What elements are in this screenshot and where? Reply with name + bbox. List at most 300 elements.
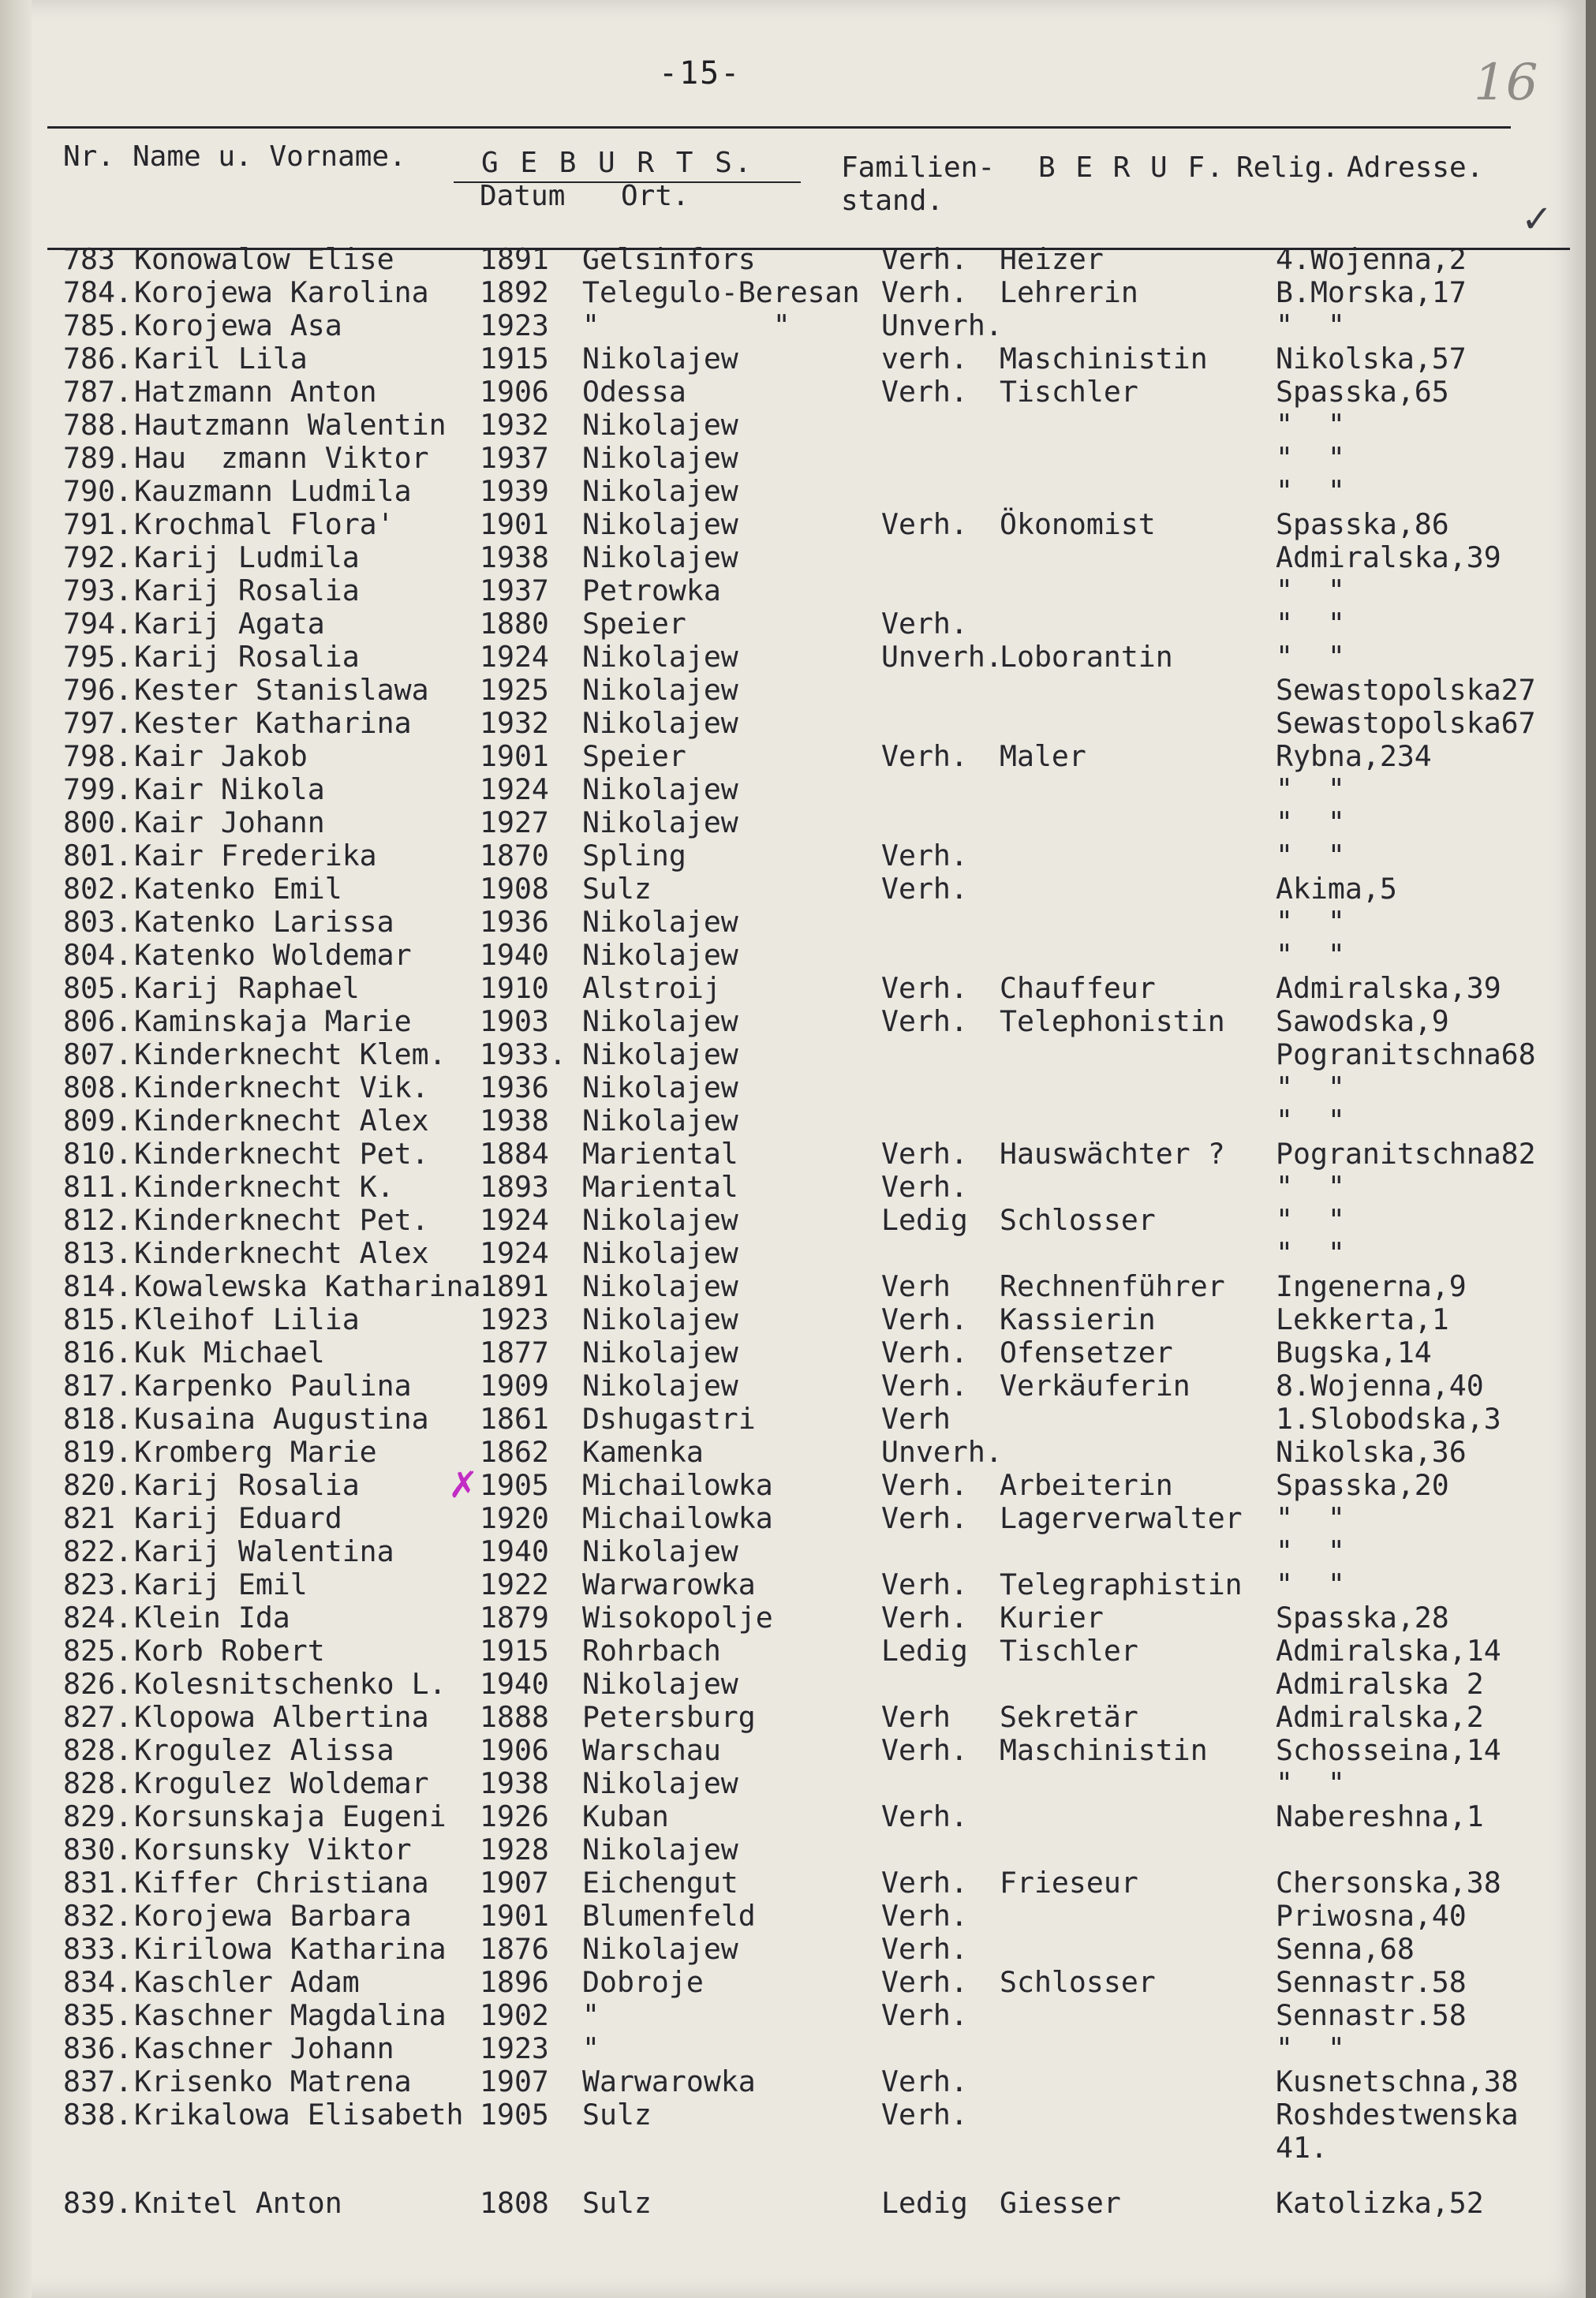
table-row [0,1104,1586,1138]
entry-name: Klein Ida [134,1601,290,1635]
entry-name: Korb Robert [134,1634,325,1668]
table-row [0,607,1586,641]
entry-address: Spasska,28 [1276,1601,1449,1635]
entry-number: 838. [63,2098,133,2132]
entry-family-status: Verh. [881,739,968,773]
entry-birth-year: 1926 [480,1799,549,1833]
entry-birth-place: Nikolajew [582,1336,738,1369]
entry-name: Korsunsky Viktor [134,1833,412,1866]
table-row [0,376,1586,409]
entry-name: Karij Rosalia [134,574,360,607]
entry-profession: Heizer [1000,242,1104,276]
table-row [0,1436,1586,1469]
entry-profession: Schlosser [1000,1965,1156,1999]
entry-birth-year: 1932 [480,408,549,442]
table-row [0,1005,1586,1038]
entry-profession: Kassierin [1000,1302,1156,1336]
table-row [0,839,1586,872]
entry-name: Kinderknecht Pet. [134,1137,429,1171]
entry-address: " " [1276,308,1345,342]
entry-number: 813. [63,1236,133,1270]
entry-name: Kinderknecht Alex [134,1236,429,1270]
entry-family-status: Verh. [881,1733,968,1767]
entry-number: 815. [63,1302,133,1336]
entry-address: Ingenerna,9 [1276,1269,1467,1303]
table-row [0,1635,1586,1668]
entry-family-status: Verh [881,1402,951,1436]
table-row [0,1270,1586,1303]
entry-address: " " [1276,805,1345,839]
entry-family-status: Verh. [881,1137,968,1171]
entry-birth-place: Kuban [582,1799,669,1833]
entry-birth-place: Nikolajew [582,1071,738,1104]
entry-birth-year: 1925 [480,673,549,707]
entry-address: Pogranitschna68 [1276,1037,1536,1071]
table-row [0,276,1586,309]
entry-name: Krogulez Alissa [134,1733,394,1767]
entry-number: 825. [63,1634,133,1668]
table-row [0,1866,1586,1900]
entry-profession: Lehrerin [1000,275,1138,309]
table-row [0,541,1586,574]
entry-number: 822. [63,1534,133,1568]
entry-address: " " [1276,441,1345,475]
entry-family-status: Verh. [881,1601,968,1635]
entry-birth-year: 1884 [480,1137,549,1171]
entry-family-status: Unverh. [881,308,1003,342]
table-row [0,1833,1586,1866]
entry-birth-year: 1908 [480,872,549,906]
entry-birth-place: Nikolajew [582,1369,738,1403]
entry-profession: Rechnenführer [1000,1269,1225,1303]
table-row [0,740,1586,773]
entry-number: 792. [63,540,133,574]
entry-name: Krochmal Flora' [134,507,394,541]
entry-address: 8.Wojenna,40 [1276,1369,1484,1403]
entry-birth-place: Speier [582,607,686,641]
entry-profession: Schlosser [1000,1203,1156,1237]
page-edge-shadow [1586,0,1596,2298]
entry-birth-year: 1901 [480,507,549,541]
entry-name: Karpenko Paulina [134,1369,412,1403]
entry-birth-place: " [582,1998,600,2032]
entry-name: Kaschner Magdalina [134,1998,447,2032]
entry-birth-place: Telegulo-Beresan [582,275,860,309]
table-row [0,1138,1586,1171]
entry-birth-year: 1922 [480,1567,549,1601]
entry-profession: Tischler [1000,375,1138,409]
entry-family-status: Verh. [881,275,968,309]
entry-number: 823. [63,1567,133,1601]
entry-number: 818. [63,1402,133,1436]
entry-number: 800. [63,805,133,839]
entry-birth-place: Petersburg [582,1700,756,1734]
entry-family-status: Verh [881,1700,951,1734]
table-row [0,1734,1586,1767]
entry-family-status: Verh. [881,1170,968,1204]
table-row [0,1701,1586,1734]
entry-address: " " [1276,1501,1345,1535]
pink-annotation-mark: ✗ [448,1463,479,1506]
entry-family-status: Unverh. [881,640,1003,674]
page-number: -15- [659,55,742,92]
entry-number: 783 [63,242,115,276]
entry-number: 836. [63,2031,133,2065]
entry-address: Rybna,234 [1276,739,1432,773]
entry-birth-place: Odessa [582,375,686,409]
table-row [0,939,1586,972]
entry-birth-year: 1937 [480,441,549,475]
header-adresse: Adresse. [1347,151,1484,184]
entry-address: Bugska,14 [1276,1336,1432,1369]
table-row [0,1403,1586,1436]
entry-family-status: Verh. [881,1799,968,1833]
table-row [0,773,1586,806]
entry-number: 790. [63,474,133,508]
entry-birth-place: Michailowka [582,1468,773,1502]
entry-number: 829. [63,1799,133,1833]
header-name: Name u. Vorname. [133,140,406,173]
entry-name: Korsunskaja Eugeni [134,1799,447,1833]
entry-birth-year: 1938 [480,1766,549,1800]
entry-birth-year: 1923 [480,308,549,342]
entry-name: Kair Jakob [134,739,308,773]
entry-name: Krisenko Matrena [134,2064,412,2098]
entry-birth-year: 1905 [480,2098,549,2132]
entry-address: " " [1276,640,1345,674]
entry-address: Sewastopolska27 [1276,673,1536,707]
entry-birth-place: Warschau [582,1733,721,1767]
entry-family-status: Verh. [881,1468,968,1502]
entry-name: Kinderknecht Alex [134,1104,429,1138]
entry-name: Klopowa Albertina [134,1700,429,1734]
entry-name: Hautzmann Walentin [134,408,447,442]
entry-name: Korojewa Barbara [134,1899,412,1933]
entry-birth-place: Nikolajew [582,1269,738,1303]
entry-birth-place: Michailowka [582,1501,773,1535]
entry-number: 803. [63,905,133,939]
entry-name: Kromberg Marie [134,1435,377,1469]
entry-address: " " [1276,607,1345,641]
entry-number: 799. [63,772,133,806]
table-row [0,243,1586,276]
entry-number: 805. [63,971,133,1005]
table-row [0,1568,1586,1601]
entry-number: 835. [63,1998,133,2032]
entry-address: " " [1276,574,1345,607]
table-row [0,806,1586,839]
table-row [0,1767,1586,1800]
entry-profession: Ökonomist [1000,507,1156,541]
entry-birth-place: Nikolajew [582,640,738,674]
table-row [0,2132,1586,2165]
entry-number: 787. [63,375,133,409]
entry-name: Kinderknecht Vik. [134,1071,429,1104]
entry-number: 817. [63,1369,133,1403]
entry-birth-year: 1940 [480,1667,549,1701]
entry-birth-year: 1924 [480,1236,549,1270]
entry-birth-place: " [582,2031,600,2065]
entry-number: 795. [63,640,133,674]
entry-birth-place: Nikolajew [582,342,738,376]
entry-birth-place: Nikolajew [582,1037,738,1071]
entry-family-status: Verh. [881,1998,968,2032]
entry-name: Korojewa Karolina [134,275,429,309]
entry-birth-year: 1938 [480,540,549,574]
entry-address: " " [1276,905,1345,939]
entry-number: 804. [63,938,133,972]
table-row [0,1933,1586,1966]
entry-family-status: Verh. [881,1336,968,1369]
table-row [0,2098,1586,2132]
entry-family-status: Verh. [881,1302,968,1336]
entry-name: Kinderknecht K. [134,1170,394,1204]
entry-family-status: Ledig [881,1203,968,1237]
entry-birth-place: Sulz [582,2098,652,2132]
entry-number: 789. [63,441,133,475]
entry-name: Korojewa Asa [134,308,342,342]
entry-address: " " [1276,1170,1345,1204]
entry-address: " " [1276,2031,1345,2065]
entry-name: Kester Stanislawa [134,673,429,707]
entry-family-status: Ledig [881,2186,968,2220]
entry-profession: Frieseur [1000,1866,1138,1900]
entry-address: Lekkerta,1 [1276,1302,1449,1336]
entry-birth-place: Nikolajew [582,905,738,939]
entry-birth-place: Nikolajew [582,408,738,442]
entry-name: Kirilowa Katharina [134,1932,447,1966]
entry-birth-year: 1939 [480,474,549,508]
entry-address: 4.Wojenna,2 [1276,242,1467,276]
entry-number: 820. [63,1468,133,1502]
entry-number: 821 [63,1501,115,1535]
entry-birth-place: Mariental [582,1170,738,1204]
entry-birth-place: Nikolajew [582,706,738,740]
entry-birth-year: 1861 [480,1402,549,1436]
entry-number: 796. [63,673,133,707]
entry-birth-year: 1901 [480,1899,549,1933]
entry-profession: Sekretär [1000,1700,1138,1734]
entry-number: 839. [63,2186,133,2220]
table-row [0,906,1586,939]
entry-name: Karij Emil [134,1567,308,1601]
entry-number: 828. [63,1766,133,1800]
entry-address: Katolizka,52 [1276,2186,1484,2220]
entry-number: 793. [63,574,133,607]
header-ort: Ort. [621,180,690,212]
entry-birth-place: Speier [582,739,686,773]
entry-address: " " [1276,1766,1345,1800]
entry-birth-place: Kamenka [582,1435,704,1469]
entry-profession: Hauswächter ? [1000,1137,1225,1171]
entry-family-status: Verh. [881,1899,968,1933]
entry-profession: Maschinistin [1000,1733,1208,1767]
entry-number: 801. [63,839,133,872]
entry-birth-place: Nikolajew [582,441,738,475]
entry-birth-year: 1940 [480,1534,549,1568]
entry-number: 809. [63,1104,133,1138]
entry-address: Sewastopolska67 [1276,706,1536,740]
entry-number: 828. [63,1733,133,1767]
entry-profession: Maler [1000,739,1086,773]
table-row [0,1171,1586,1204]
entry-address: Priwosna,40 [1276,1899,1467,1933]
entry-birth-year: 1888 [480,1700,549,1734]
entry-birth-place: Nikolajew [582,1667,738,1701]
entry-name: Karij Agata [134,607,325,641]
entry-address: Spasska,65 [1276,375,1449,409]
entry-birth-year: 1891 [480,242,549,276]
entry-birth-year: 1924 [480,640,549,674]
entry-address: Nabereshna,1 [1276,1799,1484,1833]
entry-family-status: Verh. [881,375,968,409]
entry-family-status: Verh. [881,971,968,1005]
entry-name: Karij Raphael [134,971,360,1005]
entry-number: 798. [63,739,133,773]
table-row [0,2187,1586,2220]
entry-birth-place: Nikolajew [582,1104,738,1138]
entry-birth-place: Rohrbach [582,1634,721,1668]
table-row [0,1535,1586,1568]
header-datum: Datum [480,180,566,212]
entry-address: " " [1276,772,1345,806]
entry-name: Krikalowa Elisabeth [134,2098,464,2132]
entry-name: Katenko Emil [134,872,342,906]
entry-address: " " [1276,408,1345,442]
entry-family-status: Ledig [881,1634,968,1668]
entry-birth-place: Eichengut [582,1866,738,1900]
entry-name: Kaschler Adam [134,1965,360,1999]
entry-number: 788. [63,408,133,442]
entry-number: 794. [63,607,133,641]
table-row [0,674,1586,707]
entry-birth-place: Dshugastri [582,1402,756,1436]
entry-family-status: Verh. [881,872,968,906]
table-row [0,1038,1586,1071]
entry-name: Kair Frederika [134,839,377,872]
entry-birth-place: Alstroij [582,971,721,1005]
entry-profession: Giesser [1000,2186,1121,2220]
entry-name: Karil Lila [134,342,308,376]
entry-birth-place: Gelsinfors [582,242,756,276]
check-mark: ✓ [1521,197,1553,241]
table-row [0,1369,1586,1403]
entry-family-status: Verh. [881,242,968,276]
entry-name: Katenko Woldemar [134,938,412,972]
table-row [0,442,1586,475]
entry-birth-place: " " [582,308,791,342]
entry-address: B.Morska,17 [1276,275,1467,309]
entry-birth-year: 1879 [480,1601,549,1635]
header-stand: stand. [841,185,944,217]
entry-birth-place: Petrowka [582,574,721,607]
entry-number: 807. [63,1037,133,1071]
entry-family-status: Verh. [881,1965,968,1999]
entry-birth-year: 1940 [480,938,549,972]
entry-number: 826. [63,1667,133,1701]
entry-address: Schosseina,14 [1276,1733,1501,1767]
entry-number: 831. [63,1866,133,1900]
entry-address: " " [1276,839,1345,872]
entry-birth-place: Nikolajew [582,1236,738,1270]
entry-birth-place: Warwarowka [582,1567,756,1601]
entry-address: Sennastr.58 [1276,1998,1467,2032]
table-row [0,1668,1586,1701]
entry-birth-place: Nikolajew [582,938,738,972]
entry-address: " " [1276,1203,1345,1237]
entry-address: Spasska,86 [1276,507,1449,541]
entry-number: 830. [63,1833,133,1866]
entry-number: 811. [63,1170,133,1204]
entry-profession: Lagerverwalter [1000,1501,1243,1535]
entry-name: Krogulez Woldemar [134,1766,429,1800]
entry-address: Admiralska,2 [1276,1700,1484,1734]
entry-birth-year: 1936 [480,905,549,939]
entry-birth-year: 1928 [480,1833,549,1866]
entry-address: Akima,5 [1276,872,1397,906]
entry-profession: Loborantin [1000,640,1173,674]
entry-birth-place: Spling [582,839,686,872]
entry-name: Kuk Michael [134,1336,325,1369]
entry-number: 834. [63,1965,133,1999]
entry-profession: Arbeiterin [1000,1468,1173,1502]
entry-birth-year: 1876 [480,1932,549,1966]
header-relig: Relig. [1236,151,1340,184]
table-row [0,1999,1586,2032]
entry-address: Senna,68 [1276,1932,1415,1966]
table-row [0,2065,1586,2098]
entry-profession: Ofensetzer [1000,1336,1173,1369]
entry-name: Kaminskaja Marie [134,1004,412,1038]
entry-birth-year: 1870 [480,839,549,872]
entry-family-status: Verh. [881,1501,968,1535]
entry-address: Admiralska 2 [1276,1667,1484,1701]
entry-birth-place: Nikolajew [582,1004,738,1038]
table-row [0,1071,1586,1104]
entry-address: Admiralska,39 [1276,540,1501,574]
entry-address: " " [1276,938,1345,972]
entry-number: 808. [63,1071,133,1104]
entry-birth-year: 1933. [480,1037,566,1071]
table-row [0,409,1586,442]
entry-profession: Maschinistin [1000,342,1208,376]
entry-profession: Telephonistin [1000,1004,1225,1038]
entry-family-status: Verh. [881,2098,968,2132]
entry-birth-year: 1877 [480,1336,549,1369]
entry-name: Karij Walentina [134,1534,394,1568]
table-row [0,309,1586,342]
entry-profession: Tischler [1000,1634,1138,1668]
entry-name: Hatzmann Anton [134,375,377,409]
entry-birth-place: Mariental [582,1137,738,1171]
entry-address: Sennastr.58 [1276,1965,1467,1999]
table-row [0,641,1586,674]
entry-birth-place: Nikolajew [582,1302,738,1336]
entry-name: Kowalewska Katharina [134,1269,481,1303]
entry-number: 784. [63,275,133,309]
entry-number: 816. [63,1336,133,1369]
entry-birth-place: Nikolajew [582,1203,738,1237]
entry-family-status: Verh. [881,1369,968,1403]
entry-family-status: Verh. [881,507,968,541]
table-row [0,1204,1586,1237]
entry-address: Spasska,20 [1276,1468,1449,1502]
table-row [0,1966,1586,1999]
entry-number: 827. [63,1700,133,1734]
entry-birth-place: Nikolajew [582,474,738,508]
table-row [0,475,1586,508]
entry-birth-year: 1892 [480,275,549,309]
